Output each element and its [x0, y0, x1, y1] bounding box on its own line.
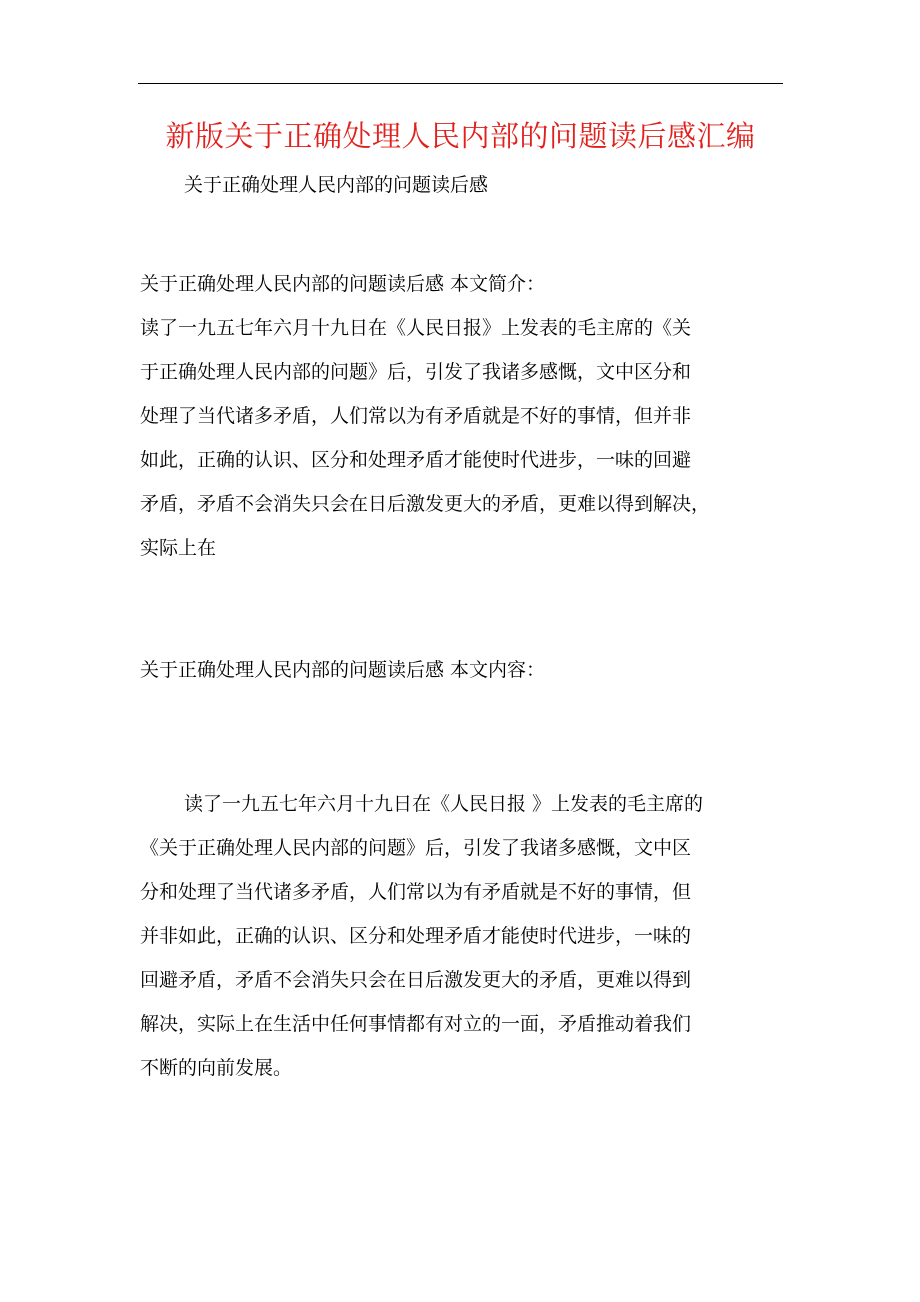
content-line: 《关于正确处理人民内部的问题》后，引发了我诸多感慨，文中区	[140, 837, 692, 859]
content-paragraph	[140, 782, 780, 1090]
intro-line: 实际上在	[140, 537, 217, 559]
intro-line: 如此，正确的认识、区分和处理矛盾才能使时代进步，一味的回避	[140, 449, 692, 471]
content-line: 解决，实际上在生活中任何事情都有对立的一面，矛盾推动着我们	[140, 1013, 692, 1035]
content-line: 不断的向前发展。	[140, 1057, 293, 1079]
content-line: 并非如此，正确的认识、区分和处理矛盾才能使时代进步，一味的	[140, 925, 692, 947]
intro-line: 处理了当代诸多矛盾，人们常以为有矛盾就是不好的事情，但并非	[140, 405, 692, 427]
content-line: 分和处理了当代诸多矛盾，人们常以为有矛盾就是不好的事情，但	[140, 881, 692, 903]
content-heading: 关于正确处理人民内部的问题读后感 本文内容：	[140, 659, 546, 681]
document-subtitle: 关于正确处理人民内部的问题读后感	[184, 174, 489, 196]
content-line: 读了一九五七年六月十九日在《人民日报 》上发表的毛主席的	[184, 793, 704, 815]
header-rule	[138, 83, 783, 84]
intro-paragraph	[140, 306, 780, 570]
intro-line: 读了一九五七年六月十九日在《人民日报》上发表的毛主席的《关	[140, 317, 692, 339]
content-line: 回避矛盾，矛盾不会消失只会在日后激发更大的矛盾，更难以得到	[140, 969, 692, 991]
intro-heading: 关于正确处理人民内部的问题读后感 本文简介：	[140, 273, 546, 295]
intro-line: 于正确处理人民内部的问题》后，引发了我诸多感慨，文中区分和	[140, 361, 692, 383]
intro-line: 矛盾，矛盾不会消失只会在日后激发更大的矛盾，更难以得到解决，	[140, 493, 711, 515]
document-title: 新版关于正确处理人民内部的问题读后感汇编	[165, 119, 756, 153]
